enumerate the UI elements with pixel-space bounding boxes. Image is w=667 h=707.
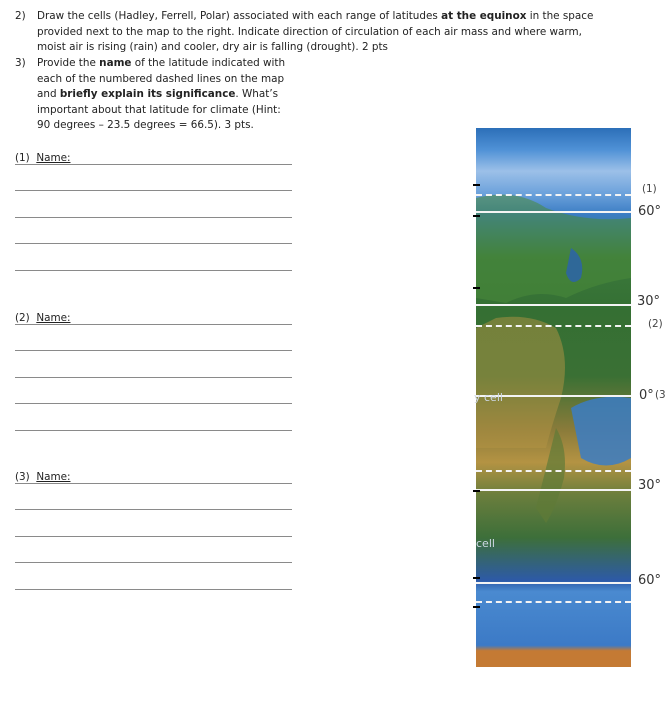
question-3-line-4: important about that latitude for climate (Hint: <box>37 103 281 116</box>
tick-1 <box>473 184 480 186</box>
dashed-line-4 <box>476 601 631 603</box>
tick-3 <box>473 287 480 289</box>
answer-3-line-5[interactable] <box>15 589 292 590</box>
line-30n <box>476 304 631 306</box>
dashed-line-1 <box>476 194 631 196</box>
question-2-text <box>37 9 612 56</box>
answer-3-line-1[interactable] <box>15 483 292 484</box>
question-3 <box>15 56 315 136</box>
answer-1-line-5[interactable] <box>15 270 292 271</box>
label-30s: 30° <box>638 478 662 493</box>
answer-2-line-5[interactable] <box>15 430 292 431</box>
answer-2-line-1[interactable] <box>15 324 292 325</box>
dashed-line-2 <box>476 325 631 327</box>
answer-1-line-3[interactable] <box>15 217 292 218</box>
question-3-number: 3) <box>15 57 26 69</box>
answer-2-line-3[interactable] <box>15 377 292 378</box>
question-3-line-5: 90 degrees – 23.5 degrees = 66.5). 3 pts. <box>37 119 254 132</box>
answer-block-1 <box>15 150 292 275</box>
marker-3: (3 <box>655 389 666 401</box>
answer-1-line-1[interactable] <box>15 164 292 165</box>
question-2-number: 2) <box>15 10 26 22</box>
question-3-text <box>37 56 312 134</box>
line-60s <box>476 582 631 584</box>
question-2-line-3: moist air is rising (rain) and cooler, dry air is falling (drought). 2 pts <box>37 41 388 54</box>
marker-2: (2) <box>648 318 663 330</box>
tick-2 <box>473 215 480 217</box>
answer-2-line-4[interactable] <box>15 403 292 404</box>
question-2-line-1: Draw the cells (Hadley, Ferrell, Polar) associated with each range of latitudes at the equinox in the space <box>37 10 594 22</box>
map-cell-fragment-2: cell <box>476 537 495 550</box>
tick-4 <box>473 490 480 492</box>
answer-block-2 <box>15 310 292 435</box>
line-30s <box>476 489 631 491</box>
answer-3-label: (3) Name: <box>15 471 71 483</box>
answer-2-label: (2) Name: <box>15 312 71 324</box>
line-60n <box>476 211 631 213</box>
map-cell-fragment-1: y cell <box>474 391 503 404</box>
answer-3-line-4[interactable] <box>15 562 292 563</box>
answer-2-line-2[interactable] <box>15 350 292 351</box>
answer-3-line-3[interactable] <box>15 536 292 537</box>
label-30n: 30° <box>637 294 661 309</box>
marker-1: (1) <box>642 183 657 195</box>
question-3-line-2: each of the numbered dashed lines on the map <box>37 72 285 85</box>
question-2-line-2: provided next to the map to the right. Indicate direction of circulation of each air mass and where warm, <box>37 25 582 38</box>
question-3-line-3: and briefly explain its significance. What’s <box>37 88 279 101</box>
dashed-line-3 <box>476 470 631 472</box>
question-3-line-1: Provide the name of the latitude indicated with <box>37 57 286 69</box>
label-60n: 60° <box>638 204 662 219</box>
tick-5 <box>473 577 480 579</box>
answer-block-3 <box>15 469 292 594</box>
question-2 <box>15 9 615 57</box>
answer-1-label: (1) Name: <box>15 152 71 164</box>
answer-3-line-2[interactable] <box>15 509 292 510</box>
label-equator: 0° <box>639 388 654 403</box>
tick-6 <box>473 606 480 608</box>
answer-1-line-4[interactable] <box>15 243 292 244</box>
answer-1-line-2[interactable] <box>15 190 292 191</box>
label-60s: 60° <box>638 573 662 588</box>
